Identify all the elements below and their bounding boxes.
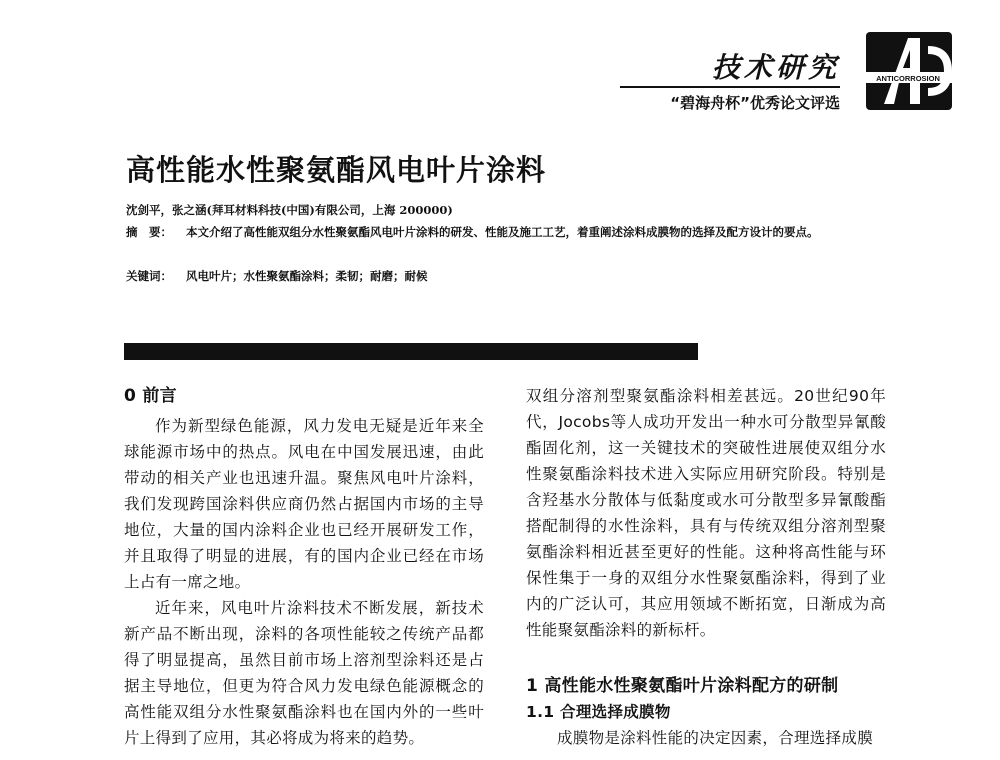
authors: 沈剑平，张之涵(拜耳材料科技(中国)有限公司，上海 200000) — [126, 203, 453, 217]
header-rule — [620, 86, 840, 88]
right-column — [526, 383, 886, 751]
left-column — [124, 383, 484, 751]
section-heading-preface: 0 前言 — [124, 386, 177, 406]
column-title: 技术研究 — [711, 51, 840, 84]
anticorrosion-logo — [858, 30, 958, 112]
logo-text: ANTICORROSION — [876, 74, 940, 83]
keywords-text: 风电叶片；水性聚氨酯涂料；柔韧；耐磨；耐候 — [186, 269, 428, 283]
article-title: 高性能水性聚氨酯风电叶片涂料 — [126, 153, 547, 187]
section-heading-1: 1 高性能水性聚氨酯叶片涂料配方的研制 — [526, 676, 839, 696]
paragraph: 近年来，风电叶片涂料技术不断发展，新技术新产品不断出现，涂料的各项性能较之传统产品都得了明显提高，虽然目前市场上溶剂型涂料还是占据主导地位，但更为符合风力发电绿色能源概念的高性能双组分水性聚氨酯涂料也在国内外的一些叶片上得到了应用，其必将成为将来的趋势。 — [124, 599, 484, 747]
section-heading-1-1: 1.1 合理选择成膜物 — [526, 703, 671, 721]
paragraph: 作为新型绿色能源，风力发电无疑是近年来全球能源市场中的热点。风电在中国发展迅速，由此带动的相关产业也迅速升温。聚焦风电叶片涂料，我们发现跨国涂料供应商仍然占据国内市场的主导地位，大量的国内涂料企业也已经开展研发工作，并且取得了明显的进展，有的国内企业已经在市场上占有一席之地。 — [124, 417, 484, 591]
abstract-label: 摘 要： — [126, 225, 172, 239]
separator-bar — [124, 343, 698, 360]
paragraph: 双组分溶剂型聚氨酯涂料相差甚远。20世纪90年代，Jocobs等人成功开发出一种水可分散型异氰酸酯固化剂，这一关键技术的突破性进展使双组分水性聚氨酯涂料技术进入实际应用研究阶段。特别是含羟基水分散体与低黏度或水可分散型多异氰酸酯搭配制得的水性涂料，具有与传统双组分溶剂型聚氨酯涂料相近甚至更好的性能。这种将高性能与环保性集于一身的双组分水性聚氨酯涂料，得到了业内的广泛认可，其应用领域不断拓宽，日渐成为高性能聚氨酯涂料的新标杆。 — [526, 387, 886, 639]
keywords-label: 关键词： — [126, 269, 172, 283]
journal-header — [640, 30, 990, 120]
abstract-text: 本文介绍了高性能双组分水性聚氨酯风电叶片涂料的研发、性能及施工工艺，着重阐述涂料成膜物的选择及配方设计的要点。 — [186, 225, 819, 239]
column-subtitle: “碧海舟杯”优秀论文评选 — [670, 94, 840, 112]
abstract — [126, 224, 826, 241]
keywords — [126, 268, 428, 284]
paragraph: 成膜物是涂料性能的决定因素，合理选择成膜 — [557, 729, 874, 747]
